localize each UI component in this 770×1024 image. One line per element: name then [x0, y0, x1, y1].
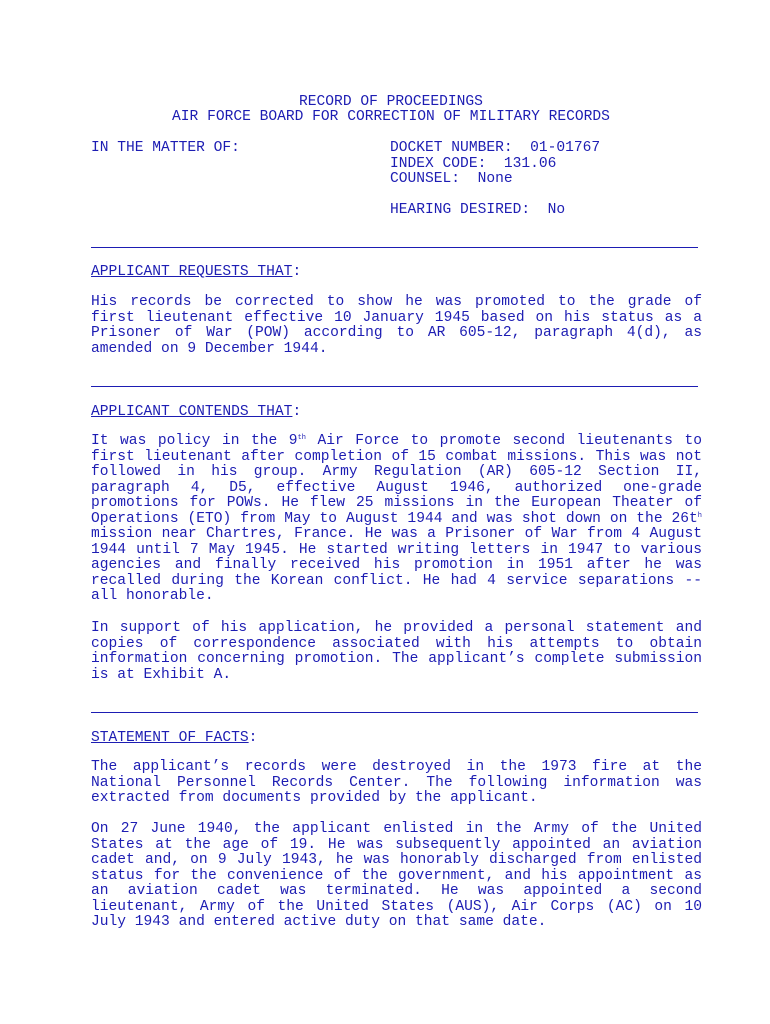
- divider-2: [91, 386, 698, 387]
- contends-p1-sup-1: th: [297, 434, 306, 442]
- docket-number: DOCKET NUMBER: 01-01767: [390, 140, 601, 156]
- facts-heading-text: STATEMENT OF FACTS: [91, 730, 249, 746]
- contends-p1-part-a: It was policy in the 9: [91, 433, 298, 449]
- index-code: INDEX CODE: 131.06: [390, 156, 557, 172]
- contends-p1-sup-2: h: [697, 511, 702, 520]
- facts-paragraph-2: On 27 June 1940, the applicant enlisted in the Army of the United States at the age of 19. He was subsequently appointed an aviation cadet and, on 9 July 1943, he was honorably discharged from enlisted status for the convenience of the government, and his appointment as an aviation cadet was terminated. He was appointed a second lieutenant, Army of the United States (AUS), Air Corps (AC) on 10 July 1943 and entered active duty on that same date.: [91, 821, 702, 930]
- requests-heading-text: APPLICANT REQUESTS THAT: [91, 264, 293, 280]
- facts-heading: STATEMENT OF FACTS:: [91, 730, 258, 746]
- requests-heading: APPLICANT REQUESTS THAT:: [91, 264, 302, 280]
- contends-heading: APPLICANT CONTENDS THAT:: [91, 404, 302, 420]
- contends-heading-text: APPLICANT CONTENDS THAT: [91, 404, 293, 420]
- contends-p1-part-b: Air Force to promote second lieutenants to first lieutenant after completion of 15 combat missions. This was not followed in his group. Army Regulation (AR) 605-12 Section II, paragraph 4, D5, effective August 1946, authorized one-grade promotions for POWs. He flew 25 missions in the European Theater of Operations (ETO) from May to August 1944 and was shot down on the 26t: [91, 433, 702, 527]
- counsel: COUNSEL: None: [390, 171, 513, 187]
- title-line-2: AIR FORCE BOARD FOR CORRECTION OF MILITARY RECORDS: [172, 109, 610, 125]
- requests-paragraph: His records be corrected to show he was promoted to the grade of first lieutenant effective 10 January 1945 based on his status as a Prisoner of War (POW) according to AR 605-12, paragraph 4(d), as amended on 9 December 1944.: [91, 294, 702, 357]
- hearing-desired: HEARING DESIRED: No: [390, 202, 566, 218]
- contends-p1-part-c: mission near Chartres, France. He was a Prisoner of War from 4 August 1944 until 7 May 1945. He started writing letters in 1947 to various agencies and finally received his promotion in 1951 after he was recalled during the Korean conflict. He had 4 service separations -- all honorable.: [91, 526, 702, 604]
- matter-label: IN THE MATTER OF:: [91, 140, 240, 156]
- contends-paragraph-2: In support of his application, he provided a personal statement and copies of correspondence associated with his attempts to obtain information concerning promotion. The applicant’s complete submission is at Exhibit A.: [91, 620, 702, 683]
- contends-paragraph-1: [91, 434, 702, 605]
- facts-paragraph-1: The applicant’s records were destroyed in the 1973 fire at the National Personnel Records Center. The following information was extracted from documents provided by the applicant.: [91, 759, 702, 806]
- divider-3: [91, 712, 698, 713]
- title-line-1: RECORD OF PROCEEDINGS: [299, 94, 483, 110]
- divider-1: [91, 247, 698, 248]
